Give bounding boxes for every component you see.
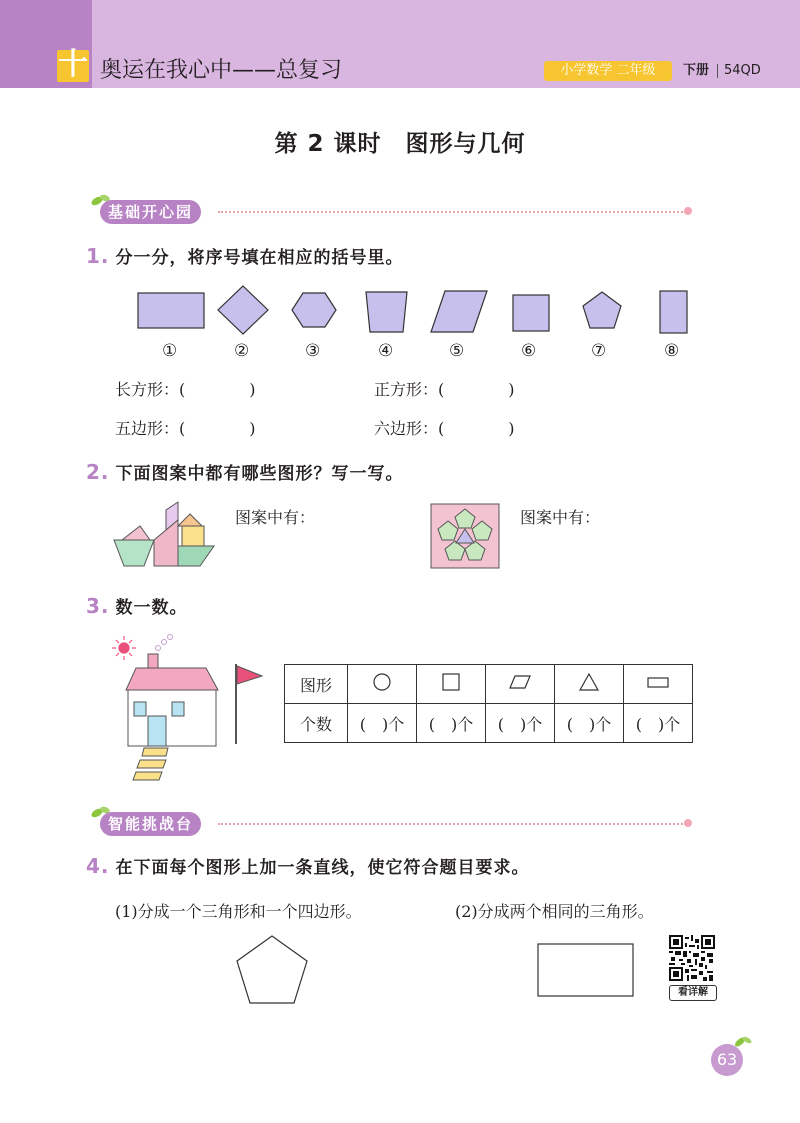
q4-rectangle[interactable] [536,942,636,1000]
triangle-icon [578,672,600,692]
shape-label-8: ⑧ [664,341,680,361]
divider-end-dot [684,819,692,827]
shape-4-trapezoid [366,292,407,332]
question-2 [86,459,404,484]
header-divider [717,64,718,78]
question-2-text: 下面图案中都有哪些图形？写一写。 [115,464,404,484]
qr-label[interactable]: 看详解 [669,985,717,1001]
count-blank-parallelogram[interactable]: ( )个 [486,704,555,743]
divider-end-dot [684,207,692,215]
question-4-text: 在下面每个图形上加一条直线，使它符合题目要求。 [115,858,530,878]
shape-label-2: ② [234,341,250,361]
sun-icon [112,636,136,660]
table-row [285,704,693,743]
shape-label-6: ⑥ [521,341,537,361]
page-number: 63 [711,1044,743,1076]
dotted-divider [218,211,686,213]
table-row [285,665,693,704]
shape-1-rectangle [138,293,204,328]
question-2-number: 2. [86,460,110,484]
shape-label-4: ④ [378,341,394,361]
shape-label-5: ⑤ [449,341,465,361]
shape-8-rectangle [660,291,687,333]
lesson-title: 第 2 课时 图形与几何 [274,131,526,157]
q2-answer-b[interactable]: 图案中有： [520,508,601,527]
table-shape-parallelogram [486,665,555,704]
square-icon [441,672,461,692]
question-4-number: 4. [86,854,110,878]
question-3-number: 3. [86,594,110,618]
blank-pentagon[interactable]: 五边形：( ) [115,419,256,438]
shape-3-hexagon [292,293,336,327]
q2-answer-a[interactable]: 图案中有： [235,508,316,527]
q2-flower-pattern [430,503,500,569]
question-3-text: 数一数。 [115,598,188,618]
section-challenge-title: 智能挑战台 [100,812,201,836]
table-header-count: 个数 [285,704,348,743]
question-3 [86,593,188,618]
edition-code: 54QD [724,63,761,78]
table-shape-circle [348,665,417,704]
q3-house-picture [110,632,270,786]
unit-badge: 十 [58,47,88,82]
table-shape-rectangle [624,665,693,704]
count-blank-square[interactable]: ( )个 [417,704,486,743]
blank-rectangle[interactable]: 长方形：( ) [115,380,256,399]
q4-pentagon[interactable] [232,932,312,1008]
q3-count-table [284,664,693,743]
shape-2-square-diamond [218,286,268,334]
count-blank-rectangle[interactable]: ( )个 [624,704,693,743]
blank-hexagon[interactable]: 六边形：( ) [374,419,515,438]
q2-boat-pattern [110,500,220,572]
shape-6-square [513,295,549,331]
question-1-number: 1. [86,244,110,268]
rectangle-icon [646,672,670,692]
shape-5-parallelogram [431,291,487,332]
shape-label-3: ③ [305,341,321,361]
q1-shapes [130,283,700,339]
volume-label: 下册 [683,63,710,78]
blank-square[interactable]: 正方形：( ) [374,380,515,399]
section-basic-title: 基础开心园 [100,200,201,224]
circle-icon [372,672,392,692]
count-blank-circle[interactable]: ( )个 [348,704,417,743]
dotted-divider [218,823,686,825]
page-header [0,0,800,88]
section-basic [90,192,690,226]
unit-title: 奥运在我心中——总复习 [100,58,343,83]
parallelogram-icon [508,672,532,692]
shape-7-pentagon [583,292,621,328]
section-challenge [90,804,690,838]
q4-part-2: (2)分成两个相同的三角形。 [455,902,654,921]
table-header-shape: 图形 [285,665,348,704]
count-blank-triangle[interactable]: ( )个 [555,704,624,743]
question-1 [86,243,404,268]
shape-label-1: ① [162,341,178,361]
q4-part-1: (1)分成一个三角形和一个四边形。 [115,902,362,921]
question-1-text: 分一分，将序号填在相应的括号里。 [115,248,404,268]
question-4 [86,853,530,878]
qr-code-icon[interactable] [669,935,715,981]
shape-label-7: ⑦ [591,341,607,361]
table-shape-triangle [555,665,624,704]
table-shape-square [417,665,486,704]
subject-badge: 小学数学 二年级 [544,61,672,81]
